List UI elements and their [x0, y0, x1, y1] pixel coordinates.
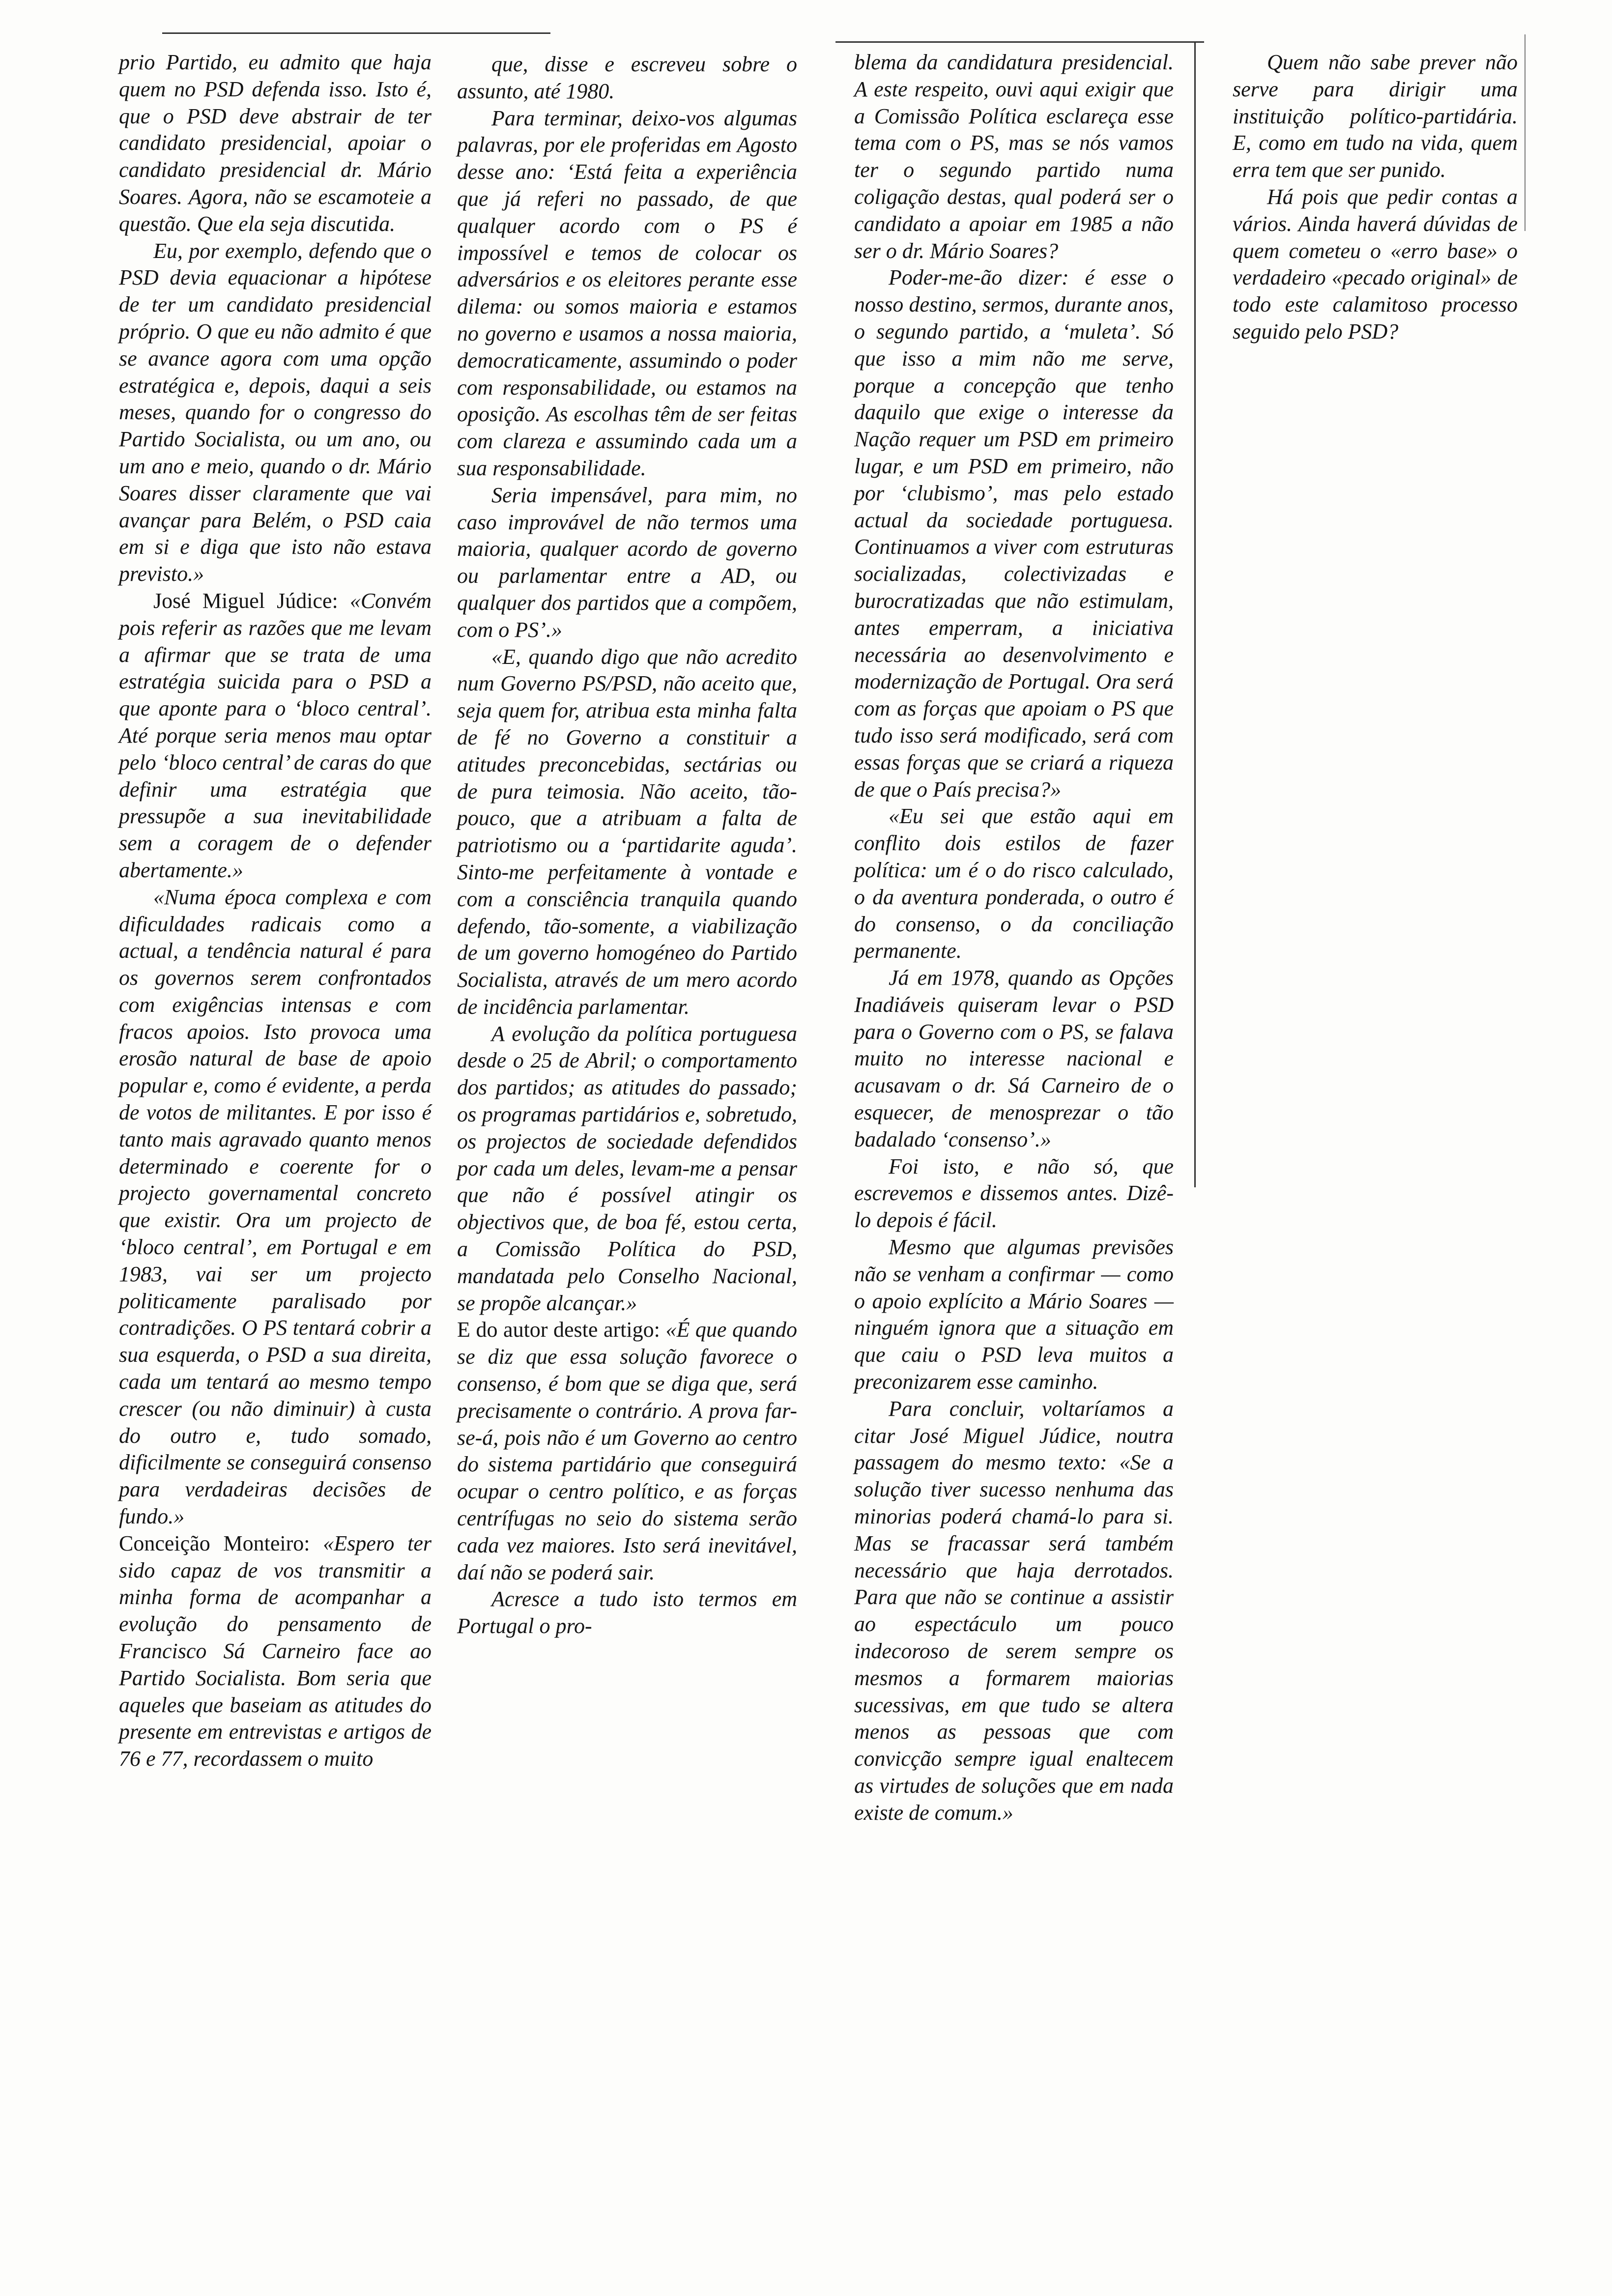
speaker-name: Conceição Monteiro: [119, 1531, 310, 1555]
paragraph: «E, quando digo que não acredito num Governo PS/PSD, não aceito que, seja quem for, atribua esta minha falta de fé no Governo a constituir a atitudes preconcebidas, sectárias ou de pura teimosia. Não aceito, tão-pouco, que a atribuam a falta de patriotismo ou a ‘partidarite aguda’. Sinto-me perfeitamente à vontade e com a consciência tranquila quando defendo, tão-somente, a viabilização de um governo homogéneo do Partido Socialista, através de um mero acordo de incidência parlamentar. [457, 644, 797, 1019]
speaker-name: José Miguel Júdice: [153, 588, 338, 613]
paragraph: Poder-me-ão dizer: é esse o nosso destino, sermos, durante anos, o segundo partido, a ‘muleta’. Só que isso a mim não me serve, porque a concepção que tenho daquilo que exige o interesse da Nação requer um PSD em primeiro lugar, e um PSD em primeiro, não por ‘clubismo’, mas pelo estado actual da sociedade portuguesa. Continuamos a viver com estruturas socializadas, colectivizadas e burocratizadas que não estimulam, antes emperram, a iniciativa necessária ao desenvolvimento e modernização de Portugal. Ora será com as forças que apoiam o PS que tudo isso será modificado, será com essas forças que se criará a riqueza de que o País precisa?» [854, 265, 1174, 802]
paragraph: Acresce a tudo isto termos em Portugal o pro- [457, 1587, 797, 1638]
paragraph: Eu, por exemplo, defendo que o PSD devia equacionar a hipótese de ter um candidato presidencial próprio. O que eu não admito é que se avance agora com uma opção estratégica e, depois, daqui a seis meses, quando for o congresso do Partido Socialista, ou um ano, ou um ano e meio, quando o dr. Mário Soares disser claramente que vai avançar para Belém, o PSD caia em si e diga que isto não estava previsto.» [119, 238, 432, 586]
column-divider [1525, 34, 1526, 231]
paragraph: Foi isto, e não só, que escrevemos e dissemos antes. Dizê-lo depois é fácil. [854, 1154, 1174, 1233]
paragraph: A evolução da política portuguesa desde o 25 de Abril; o comportamento dos partidos; as atitudes do passado; os programas partidários e, sobretudo, os projectos de sociedade defendidos por cada um deles, levam-me a pensar que não é possível atingir os objectivos que, de boa fé, estou certa, a Comissão Política do PSD, mandatada pelo Conselho Nacional, se propõe alcançar.» [457, 1021, 797, 1315]
paragraph: «Numa época complexa e com dificuldades radicais como a actual, a tendência natural é para os governos serem confrontados com exigências intensas e com fracos apoios. Isto provoca uma erosão natural de base de apoio popular e, como é evidente, a perda de votos de militantes. E por isso é tanto mais agravado quanto menos determinado e coerente for o projecto governamental concreto que existir. Ora um projecto de ‘bloco central’, em Portugal e em 1983, vai ser um projecto politicamente paralisado por contradições. O PS tentará cobrir a sua esquerda, o PSD a sua direita, cada um tentará ao mesmo tempo crescer (ou não diminuir) à custa do outro e, tudo somado, dificilmente se conseguirá consenso para verdadeiras decisões de fundo.» [119, 885, 432, 1529]
paragraph: blema da candidatura presidencial. A este respeito, ouvi aqui exigir que a Comissão Política esclareça esse tema com o PS, mas se nós vamos ter o segundo partido numa coligação destas, qual poderá ser o candidato a apoiar em 1985 a não ser o dr. Mário Soares? [854, 50, 1174, 263]
paragraph: Quem não sabe prever não serve para dirigir uma instituição político-partidária. E, como em tudo na vida, quem erra tem que ser punido. [1233, 50, 1518, 182]
article-column-1 [119, 49, 432, 1773]
paragraph: que, disse e escreveu sobre o assunto, até 1980. [457, 52, 797, 103]
top-rule [835, 41, 1204, 43]
paragraph: «Eu sei que estão aqui em conflito dois estilos de fazer política: um é o do risco calculado, o da aventura ponderada, o outro é do consenso, o da conciliação permanente. [854, 804, 1174, 963]
paragraph: Há pois que pedir contas a vários. Ainda haverá dúvidas de quem cometeu o «erro base» o verdadeiro «pecado original» de todo este calamitoso processo seguido pelo PSD? [1233, 184, 1518, 344]
paragraph: José Miguel Júdice: «Convém pois referir as razões que me levam a afirmar que se trata de uma estratégia suicida para o PSD a que aponte para o ‘bloco central’. Até porque seria menos mau optar pelo ‘bloco central’ de caras do que definir uma estratégia que pressupõe a sua inevitabilidade sem a coragem de o defender abertamente.» [119, 588, 432, 882]
article-column-4 [1233, 49, 1518, 345]
column-divider [1194, 42, 1196, 1187]
paragraph: Para concluir, voltaríamos a citar José Miguel Júdice, noutra passagem do mesmo texto: «Se a solução tiver sucesso nenhuma das minorias poderá chamá-lo para si. Mas se fracassar será também necessário que haja derrotados. Para que não se continue a assistir ao espectáculo um pouco indecoroso de serem sempre os mesmos a formarem maiorias sucessivas, em que tudo se altera menos as pessoas que com convicção sempre igual enaltecem as virtudes de soluções que em nada existe de comum.» [854, 1396, 1174, 1825]
article-column-3 [854, 49, 1174, 1827]
paragraph: Já em 1978, quando as Opções Inadiáveis quiseram levar o PSD para o Governo com o PS, se falava muito no interesse nacional e acusavam o dr. Sá Carneiro de o esquecer, de menosprezar o tão badalado ‘consenso’.» [854, 966, 1174, 1151]
paragraph: Para terminar, deixo-vos algumas palavras, por ele proferidas em Agosto desse ano: ‘Está feita a experiência que já referi no passado, de que qualquer acordo com o PS é impossível e temos de colocar os adversários e os eleitores perante esse dilema: ou somos maioria e estamos no governo e usamos a nossa maioria, democraticamente, assumindo o poder com responsabilidade, ou estamos na oposição. As escolhas têm de ser feitas com clareza e assumindo cada um a sua responsabilidade. [457, 106, 797, 480]
paragraph: Mesmo que algumas previsões não se venham a confirmar — como o apoio explícito a Mário Soares — ninguém ignora que a situação em que caiu o PSD leva muitos a preconizarem esse caminho. [854, 1235, 1174, 1394]
paragraph: Conceição Monteiro: «Espero ter sido capaz de vos transmitir a minha forma de acompanhar a evolução do pensamento de Francisco Sá Carneiro face ao Partido Socialista. Bom seria que aqueles que baseiam as atitudes do presente em entrevistas e artigos de 76 e 77, recordassem o muito [119, 1531, 432, 1771]
paragraph: Seria impensável, para mim, no caso improvável de não termos uma maioria, qualquer acordo de governo ou parlamentar entre a AD, ou qualquer dos partidos que a compõem, com o PS’.» [457, 483, 797, 642]
speaker-name: E do autor deste artigo: [457, 1318, 660, 1342]
article-column-2 [457, 51, 797, 1640]
paragraph: E do autor deste artigo: «É que quando se diz que essa solução favorece o consenso, é bom que se diga que, será precisamente o contrário. A prova far-se-á, pois não é um Governo ao centro do sistema partidário que conseguirá ocupar o centro político, e as forças centrífugas no seio do sistema serão cada vez maiores. Isto será inevitável, daí não se poderá sair. [457, 1318, 797, 1584]
top-rule [162, 32, 550, 34]
paragraph: prio Partido, eu admito que haja quem no PSD defenda isso. Isto é, que o PSD deve abstrair de ter candidato presidencial, apoiar o candidato presidencial dr. Mário Soares. Agora, não se escamoteie a questão. Que ela seja discutida. [119, 50, 432, 236]
